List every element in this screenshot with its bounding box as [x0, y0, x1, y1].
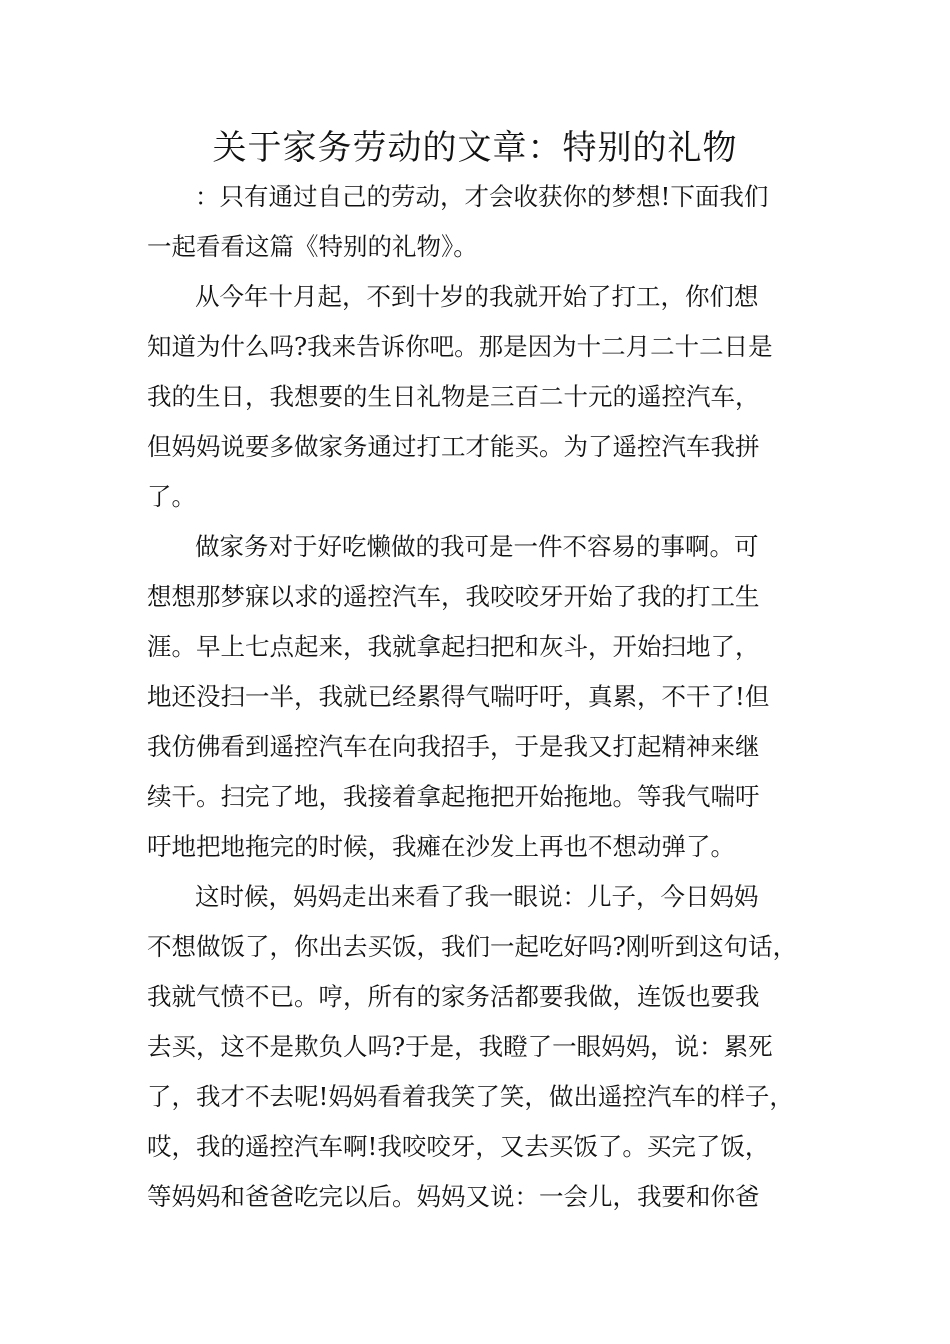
- text-line: [147, 722, 827, 772]
- text-line-content: 了。: [147, 482, 196, 511]
- text-line: [147, 822, 827, 872]
- text-line: [147, 1022, 827, 1072]
- text-line: [147, 1172, 827, 1222]
- text-line-content: 哎，我的遥控汽车啊!我咬咬牙，又去买饭了。买完了饭，: [147, 1132, 770, 1161]
- text-line-content: 去买，这不是欺负人吗?于是，我瞪了一眼妈妈，说：累死: [147, 1032, 773, 1061]
- text-line-content: 地还没扫一半，我就已经累得气喘吁吁，真累，不干了!但: [147, 682, 770, 711]
- paragraph-intro: [147, 172, 827, 272]
- text-line: [147, 1072, 827, 1122]
- text-line: [147, 572, 827, 622]
- text-line: [147, 172, 827, 222]
- paragraph-3: [147, 872, 827, 1222]
- text-line-content: 我仿佛看到遥控汽车在向我招手，于是我又打起精神来继: [147, 732, 760, 761]
- text-line-content: 了，我才不去呢!妈妈看着我笑了笑，做出遥控汽车的样子，: [147, 1082, 794, 1111]
- text-line: [147, 772, 827, 822]
- text-line: [147, 422, 827, 472]
- text-line-content: 涯。早上七点起来，我就拿起扫把和灰斗，开始扫地了，: [147, 632, 760, 661]
- text-line-content: 这时候，妈妈走出来看了我一眼说：儿子，今日妈妈: [195, 882, 759, 911]
- text-line-content: ：只有通过自己的劳动，才会收获你的梦想!下面我们: [195, 182, 769, 211]
- text-line: [147, 472, 827, 522]
- text-line: [147, 322, 827, 372]
- text-line: [147, 972, 827, 1022]
- text-line-content: 想想那梦寐以求的遥控汽车，我咬咬牙开始了我的打工生: [147, 582, 760, 611]
- paragraph-1: [147, 272, 827, 522]
- text-line: [147, 522, 827, 572]
- text-line: [147, 622, 827, 672]
- text-line: [147, 272, 827, 322]
- text-line-content: 但妈妈说要多做家务通过打工才能买。为了遥控汽车我拼: [147, 432, 760, 461]
- text-line-content: 不想做饭了，你出去买饭，我们一起吃好吗?刚听到这句话，: [147, 932, 798, 961]
- article-title: 关于家务劳动的文章：特别的礼物: [212, 128, 738, 168]
- text-line-content: 知道为什么吗?我来告诉你吧。那是因为十二月二十二日是: [147, 332, 773, 361]
- text-line-content: 等妈妈和爸爸吃完以后。妈妈又说：一会儿，我要和你爸: [147, 1182, 760, 1211]
- text-line: [147, 872, 827, 922]
- text-line-content: 一起看看这篇《特别的礼物》。: [147, 232, 478, 261]
- text-line: [147, 922, 827, 972]
- text-line-content: 吁地把地拖完的时候，我瘫在沙发上再也不想动弹了。: [147, 832, 735, 861]
- text-line-content: 续干。扫完了地，我接着拿起拖把开始拖地。等我气喘吁: [147, 782, 760, 811]
- paragraph-2: [147, 522, 827, 872]
- text-line-content: 我的生日，我想要的生日礼物是三百二十元的遥控汽车，: [147, 382, 760, 411]
- text-line: [147, 222, 827, 272]
- text-line-content: 从今年十月起，不到十岁的我就开始了打工，你们想: [195, 282, 759, 311]
- text-line-content: 我就气愤不已。哼，所有的家务活都要我做，连饭也要我: [147, 982, 760, 1011]
- text-line: [147, 1122, 827, 1172]
- text-line: [147, 672, 827, 722]
- text-line: [147, 372, 827, 422]
- article-body: [147, 172, 827, 1222]
- text-line-content: 做家务对于好吃懒做的我可是一件不容易的事啊。可: [195, 532, 759, 561]
